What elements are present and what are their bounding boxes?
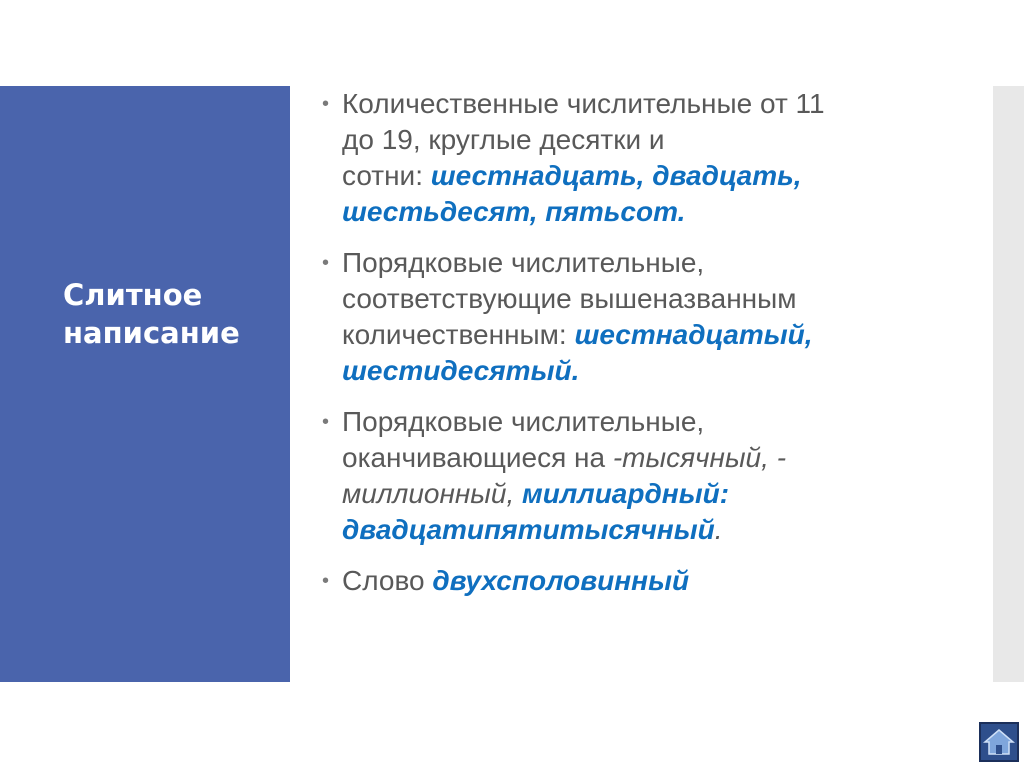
bullet-item [322, 245, 962, 389]
example-word: шестидесятый. [342, 355, 580, 386]
bullet-line [342, 281, 962, 317]
bullet-line [342, 245, 962, 281]
bullet-line [342, 476, 962, 512]
bullet-line [342, 512, 962, 548]
bullet-item [322, 404, 962, 548]
bullet-line [342, 158, 962, 194]
bullet-list [322, 86, 962, 614]
right-scroll-bar [993, 86, 1024, 682]
example-word: двухсполовинный [432, 565, 690, 596]
bullet-text: миллионный, [342, 478, 523, 509]
bullet-line [342, 353, 962, 389]
example-word: шестнадцать, двадцать, [430, 160, 802, 191]
title-panel [0, 86, 290, 682]
bullet-text: сотни: [342, 160, 431, 191]
bullet-text: соответствующие вышеназванным [342, 283, 797, 314]
bullet-line [342, 440, 962, 476]
bullet-dot-icon: • [322, 411, 330, 433]
bullet-text: до 19, круглые десятки и [342, 124, 665, 155]
bullet-line [342, 317, 962, 353]
slide-title: Слитное написание [63, 278, 240, 350]
bullet-item [322, 563, 962, 599]
bullet-text: Порядковые числительные, [342, 406, 705, 437]
bullet-text: -тысячный, - [612, 442, 787, 473]
example-word: шестьдесят, пятьсот. [342, 196, 686, 227]
example-word: шестнадцатый, [574, 319, 813, 350]
example-word: двадцатипятитысячный [342, 514, 715, 545]
home-icon [981, 724, 1017, 760]
home-button[interactable] [979, 722, 1019, 762]
bullet-line [342, 194, 962, 230]
bullet-text: количественным: [342, 319, 575, 350]
bullet-line [342, 122, 962, 158]
bullet-line [342, 404, 962, 440]
bullet-item [322, 86, 962, 230]
bullet-dot-icon: • [322, 93, 330, 115]
bullet-text: Слово [342, 565, 433, 596]
bullet-dot-icon: • [322, 252, 330, 274]
bullet-text: Количественные числительные от 11 [342, 88, 825, 119]
bullet-dot-icon: • [322, 570, 330, 592]
bullet-text: . [714, 514, 723, 545]
bullet-line [342, 563, 962, 599]
bullet-text: оканчивающиеся на [342, 442, 613, 473]
bullet-line [342, 86, 962, 122]
example-word: миллиардный: [522, 478, 730, 509]
bullet-text: Порядковые числительные, [342, 247, 705, 278]
